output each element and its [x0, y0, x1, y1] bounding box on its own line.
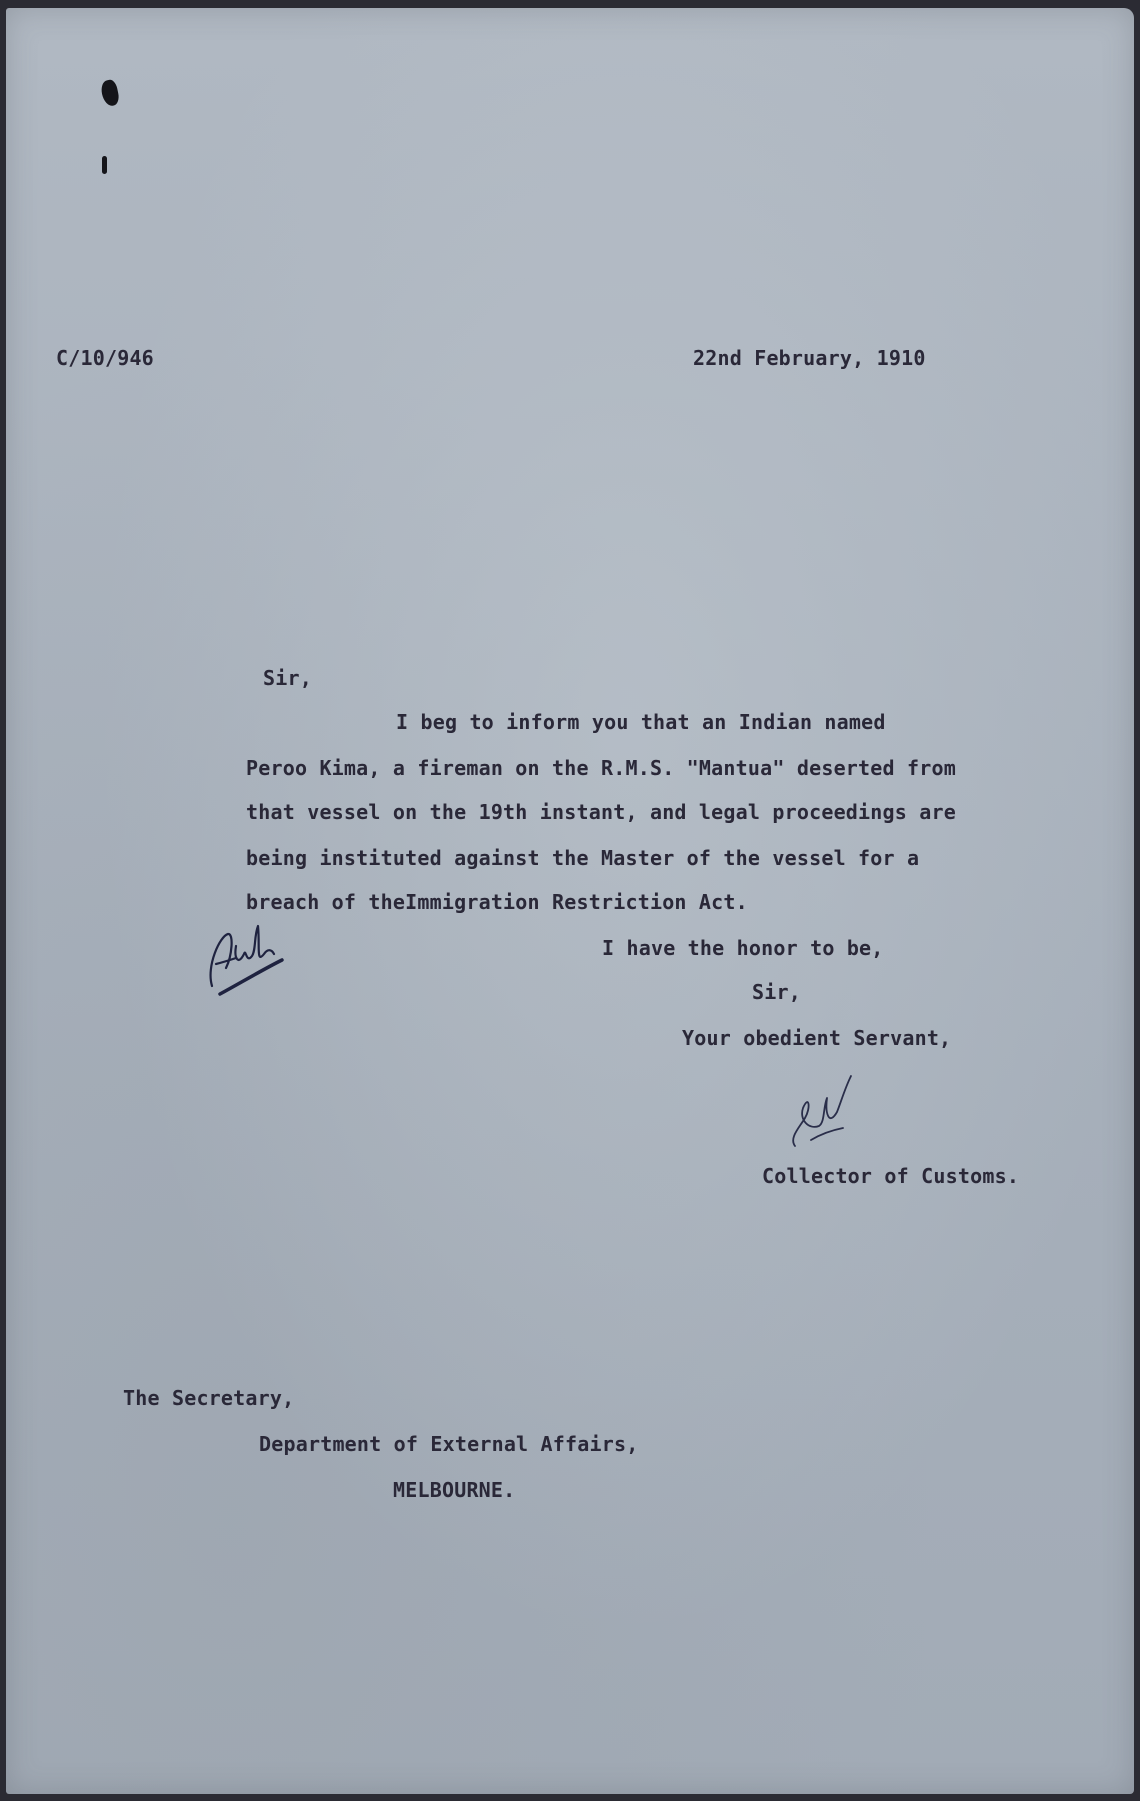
- punch-hole-bottom: [102, 156, 107, 174]
- addressee-line-2: Department of External Affairs,: [259, 1432, 639, 1456]
- body-line-5: breach of theImmigration Restriction Act.: [246, 890, 748, 914]
- signature-initials: [781, 1068, 861, 1158]
- signature-title: Collector of Customs.: [762, 1164, 1020, 1188]
- addressee-line-1: The Secretary,: [123, 1386, 295, 1410]
- punch-hole-top: [99, 79, 120, 108]
- marginal-initials: [202, 906, 302, 996]
- body-line-2: Peroo Kima, a fireman on the R.M.S. "Mantua" deserted from: [246, 756, 956, 780]
- closing-line-1: I have the honor to be,: [602, 936, 884, 960]
- closing-line-2: Sir,: [752, 980, 801, 1004]
- closing-line-3: Your obedient Servant,: [682, 1026, 952, 1050]
- body-line-1: I beg to inform you that an Indian named: [396, 710, 886, 734]
- reference-number: C/10/946: [56, 346, 154, 370]
- letter-date: 22nd February, 1910: [693, 346, 926, 370]
- letter-page: [6, 8, 1134, 1794]
- body-line-3: that vessel on the 19th instant, and legal proceedings are: [246, 800, 956, 824]
- salutation: Sir,: [263, 666, 312, 690]
- addressee-line-3: MELBOURNE.: [393, 1478, 516, 1502]
- body-line-4: being instituted against the Master of the vessel for a: [246, 846, 920, 870]
